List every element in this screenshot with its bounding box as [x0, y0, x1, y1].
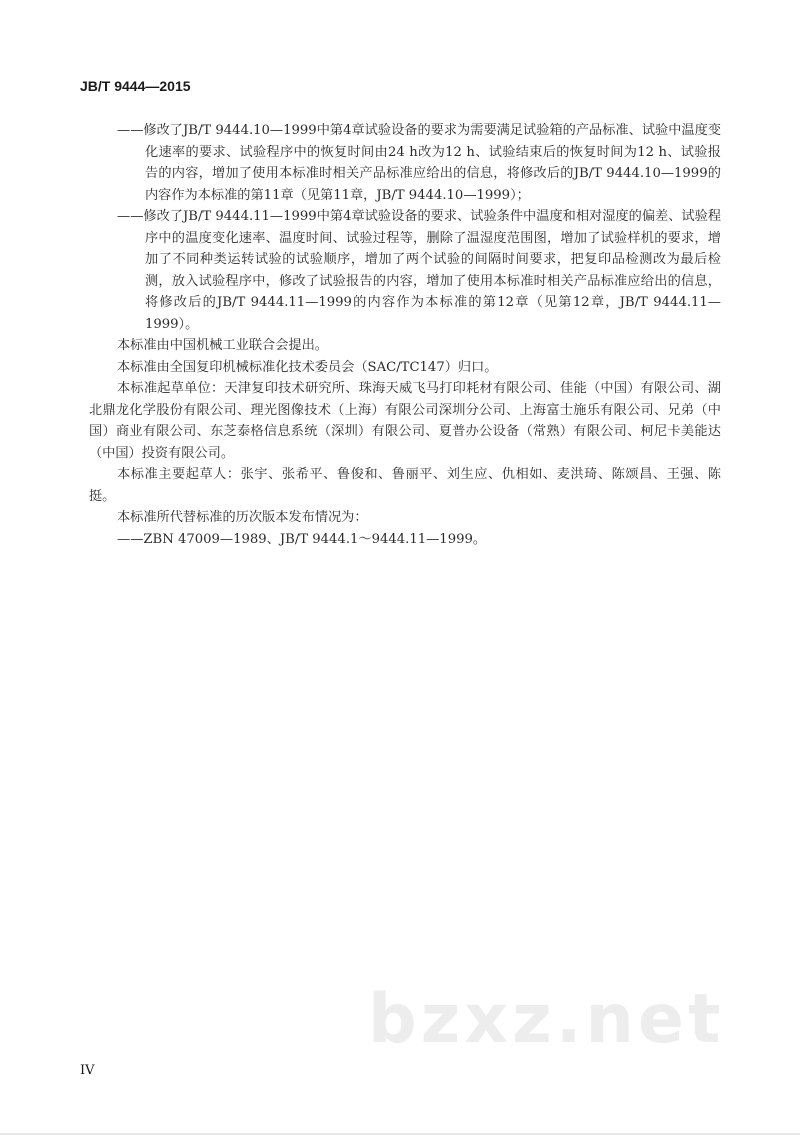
drafting-units: 本标准起草单位：天津复印技术研究所、珠海天威飞马打印耗材有限公司、佳能（中国）有限公司、湖北鼎龙化学股份有限公司、理光图像技术（上海）有限公司深圳分公司、上海富士施乐有限公司、兄弟（中国）商业有限公司、东芝泰格信息系统（深圳）有限公司、夏普办公设备（常熟）有限公司、柯尼卡美能达（中国）投资有限公司。 — [89, 381, 721, 461]
centralized-by: 本标准由全国复印机械标准化技术委员会（SAC/TC147）归口。 — [117, 359, 498, 375]
foreword-body — [89, 120, 721, 550]
watermark: bzxz.net — [368, 980, 725, 1059]
main-drafters: 本标准主要起草人：张宇、张希平、鲁俊和、鲁丽平、刘生应、仇相如、麦洪琦、陈颂昌、王强、陈挺。 — [89, 467, 721, 504]
change-item-11: ——修改了JB/T 9444.10—1999中第4章试验设备的要求为需要满足试验箱的产品标准、试验中温度变化速率的要求、试验程序中的恢复时间由24 h改为12 h、试验结束后的恢复时间为12 h、试验报告的内容，增加了使用本标准时相关产品标准应给出的信息，将修改后的JB/T 9444.10—1999的内容作为本标准的第11章（见第11章，JB/T 9444.10—1999）； — [117, 123, 721, 203]
history-item: ——ZBN 47009—1989、JB/T 9444.1～9444.11—1999。 — [117, 531, 487, 547]
document-id-header: JB/T 9444—2015 — [80, 78, 191, 94]
history-intro: 本标准所代替标准的历次版本发布情况为： — [117, 510, 368, 525]
page-number: IV — [80, 1063, 95, 1078]
change-item-12: ——修改了JB/T 9444.11—1999中第4章试验设备的要求、试验条件中温度和相对湿度的偏差、试验程序中的温度变化速率、温度时间、试验过程等，删除了温湿度范围图，增加了试验样机的要求，增加了不同种类运转试验的试验顺序，增加了两个试验的间隔时间要求，把复印品检测改为最后检测，放入试验程序中，修改了试验报告的内容，增加了使用本标准时相关产品标准应给出的信息，将修改后的JB/T 9444.11—1999的内容作为本标准的第12章（见第12章，JB/T 9444.11—1999）。 — [117, 209, 721, 332]
proposed-by: 本标准由中国机械工业联合会提出。 — [117, 338, 328, 353]
page-bottom-edge — [0, 1133, 800, 1135]
